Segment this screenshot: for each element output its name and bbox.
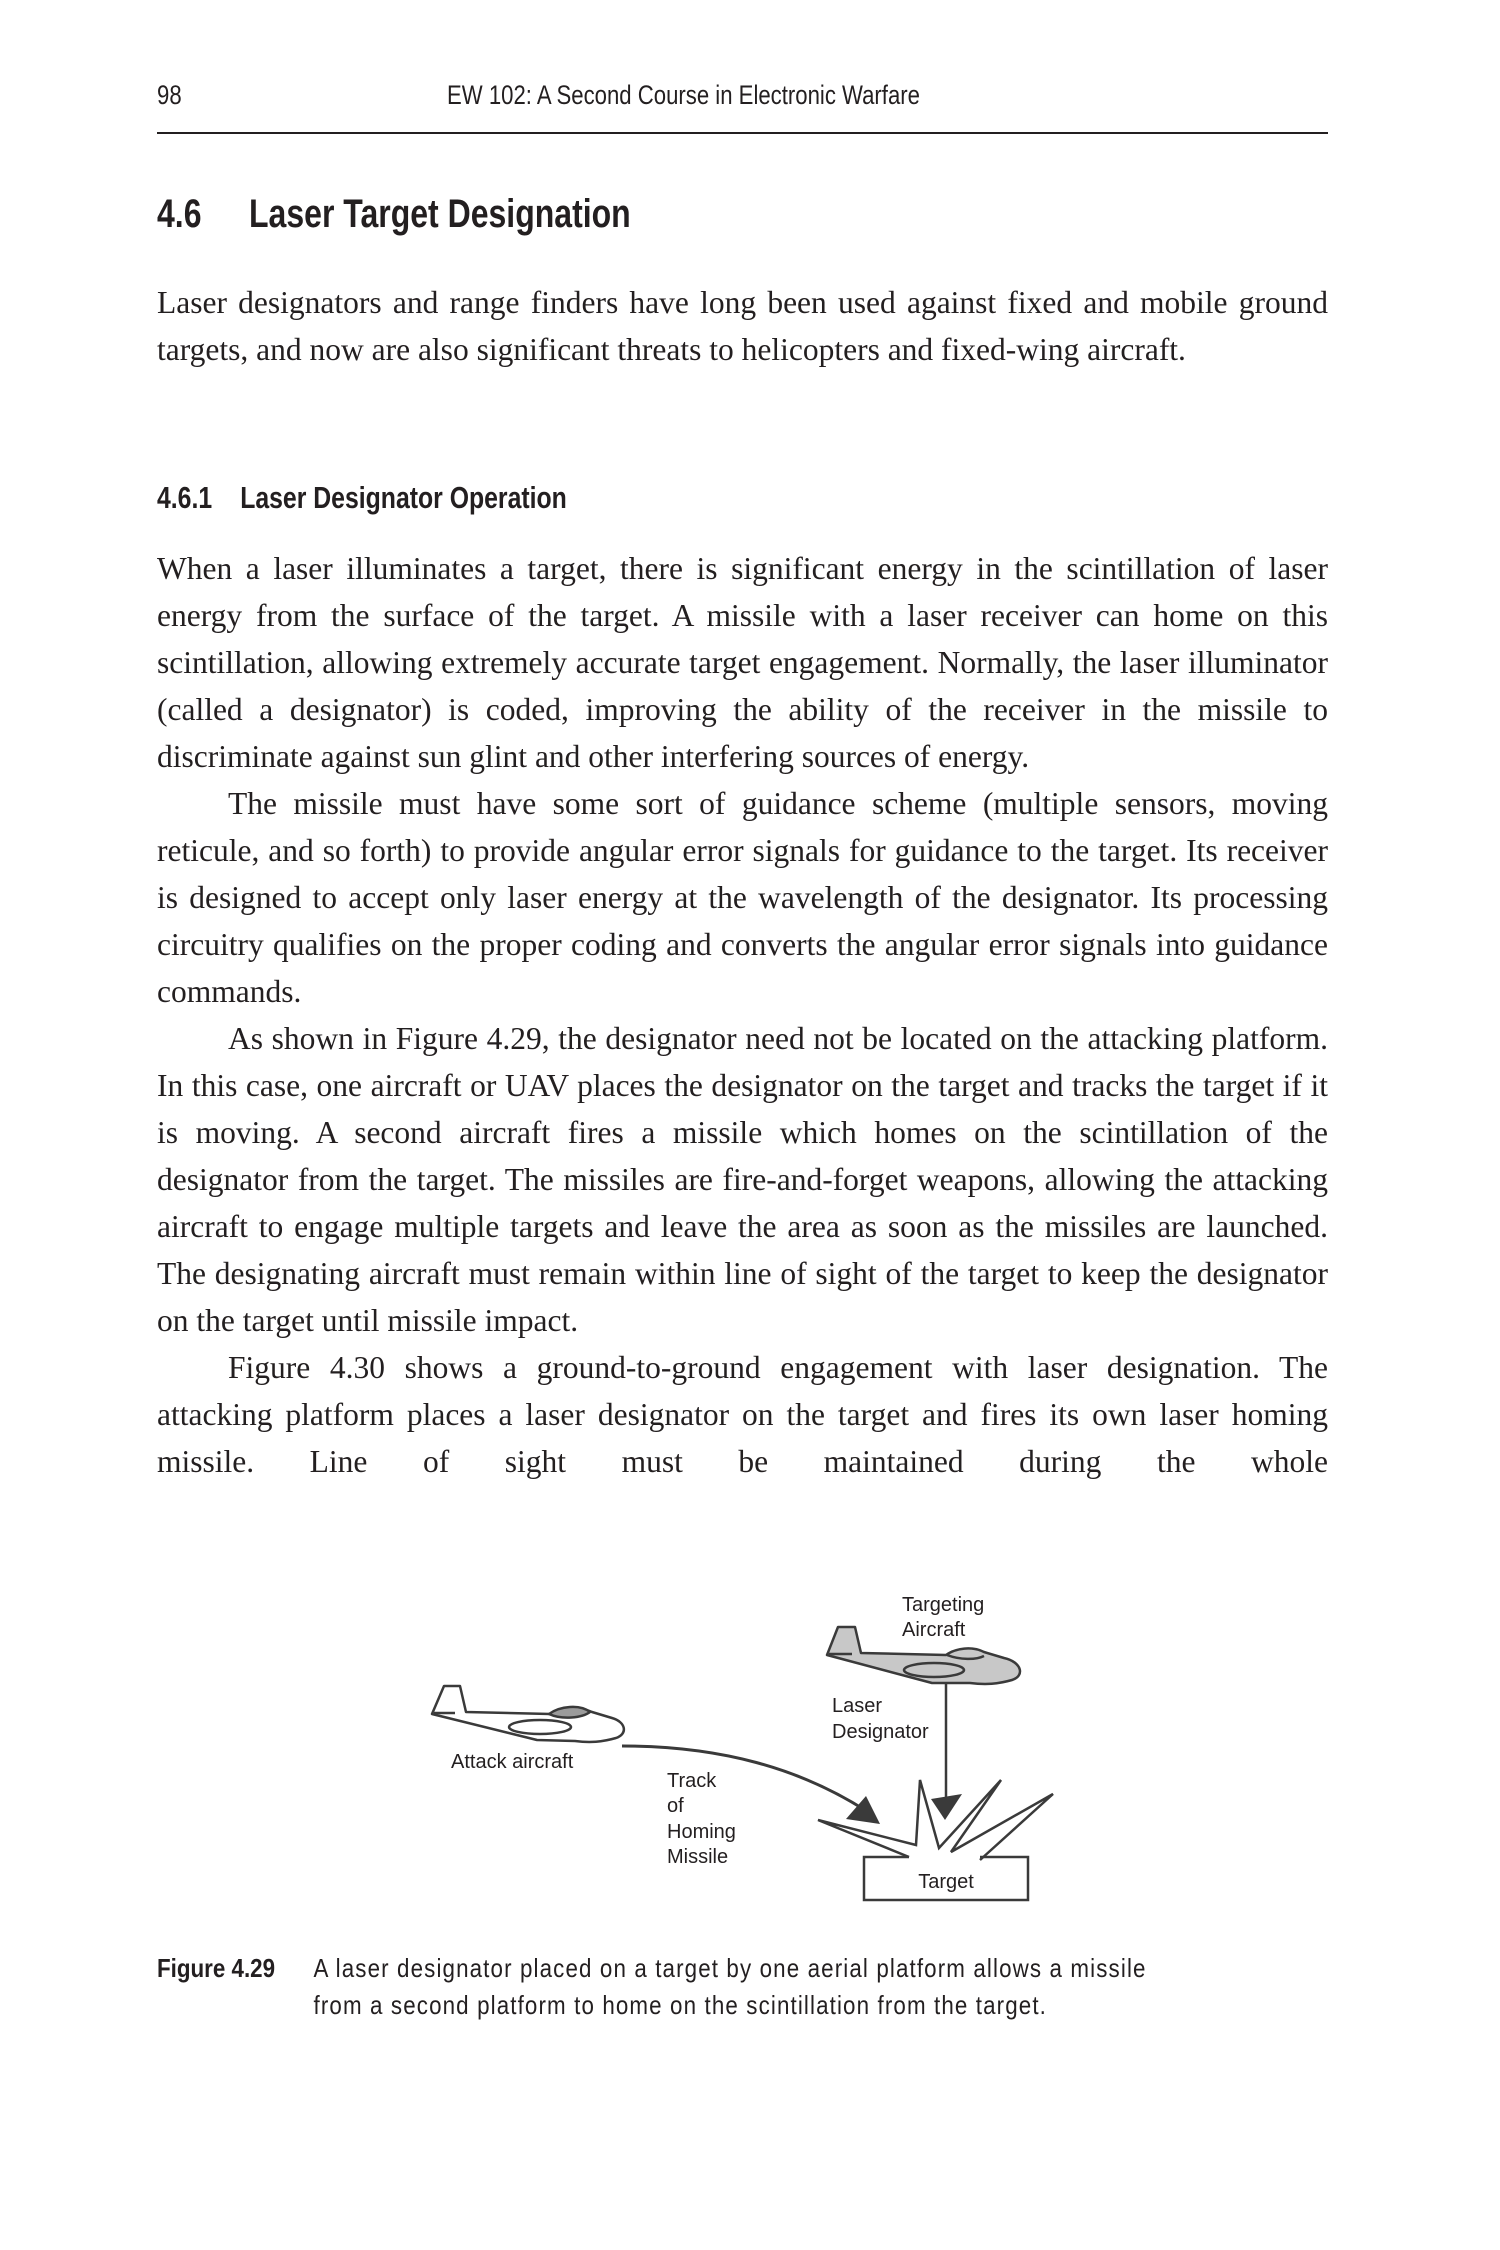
caption-label: Figure 4.29	[157, 1953, 276, 1983]
running-title: EW 102: A Second Course in Electronic Warfare	[447, 80, 920, 110]
figure-caption	[157, 1950, 1328, 2024]
label-attack-aircraft: Attack aircraft	[451, 1751, 574, 1773]
subsection-title: Laser Designator Operation	[240, 480, 567, 515]
label-track: Track	[667, 1770, 717, 1792]
label-targeting-aircraft-2: Aircraft	[902, 1619, 966, 1641]
label-target: Target	[918, 1871, 974, 1893]
section-number: 4.6	[157, 192, 202, 236]
intro-paragraph: Laser designators and range finders have long been used against fixed and mobile ground targets, and now are also significant threats to helicopters and fixed-wing aircraft.	[157, 285, 1328, 367]
label-laser-designator: Laser	[832, 1695, 883, 1717]
caption-text-line2: from a second platform to home on the scintillation from the target.	[313, 1990, 1048, 2020]
paragraph: The missile must have some sort of guidance scheme (multiple sensors, moving reticule, and so forth) to provide angular error signals for guidance to the target. Its receiver is designed to accept only laser energy at the wavelength of the designator. Its processing circuitry qualifies on the proper coding and converts the angular error signals into guidance commands.	[157, 786, 1328, 1009]
subsection-number: 4.6.1	[157, 480, 213, 515]
section-title: Laser Target Designation	[249, 192, 631, 236]
attack-aircraft-icon	[432, 1686, 624, 1742]
label-track-homing: Homing	[667, 1821, 736, 1843]
label-laser-designator-2: Designator	[832, 1721, 929, 1743]
paragraph: Figure 4.30 shows a ground-to-ground engagement with laser designation. The attacking platform places a laser designator on the target and fires its own laser homing missile. Line of sight must be maintained during the whole	[157, 1350, 1328, 1479]
missile-track-arrow	[622, 1746, 880, 1824]
paragraph: When a laser illuminates a target, there is significant energy in the scintillation of laser energy from the surface of the target. A missile with a laser receiver can home on this scintillation, allowing extremely accurate target engagement. Normally, the laser illuminator (called a designator) is coded, improving the ability of the receiver in the missile to discriminate against sun glint and other interfering sources of energy.	[157, 551, 1328, 774]
laser-beam-arrow	[931, 1683, 962, 1820]
label-track-of: of	[667, 1795, 684, 1817]
label-track-missile: Missile	[667, 1846, 729, 1868]
paragraph: As shown in Figure 4.29, the designator need not be located on the attacking platform. In this case, one aircraft or UAV places the designator on the target and tracks the target if it is moving. A second aircraft fires a missile which homes on the scintillation of the designator from the target. The missiles are fire-and-forget weapons, allowing the attacking aircraft to engage multiple targets and leave the area as soon as the missiles are launched. The designating aircraft must remain within line of sight of the target to keep the designator on the target until missile impact.	[157, 1021, 1328, 1338]
page-number: 98	[157, 80, 182, 110]
caption-text-line1: A laser designator placed on a target by one aerial platform allows a missile	[313, 1953, 1147, 1983]
label-targeting-aircraft: Targeting	[902, 1594, 985, 1616]
